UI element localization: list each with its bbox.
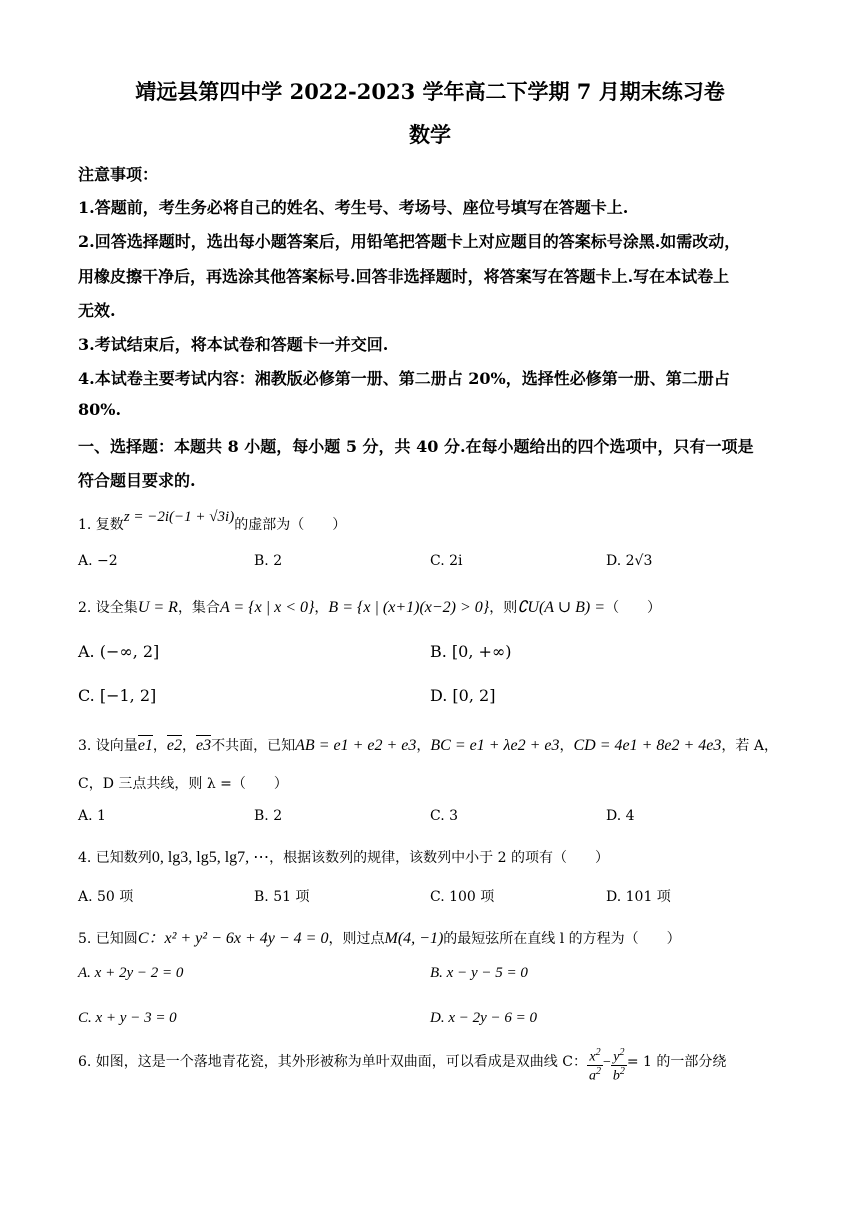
q2-set-b: B = {x | (x+1)(x−2) > 0} — [328, 599, 490, 616]
q5-option-c[interactable]: C. x + y − 3 = 0 — [78, 1010, 177, 1026]
q2-option-c[interactable]: C. [−1, 2] — [78, 686, 157, 705]
note-3: 3.考试结束后，将本试卷和答题卡一并交回. — [78, 335, 389, 354]
q3-prefix: 3. 设向量 — [78, 738, 138, 754]
note-2-line-2: 用橡皮擦干净后，再选涂其他答案标号.回答非选择题时，将答案写在答题卡上.写在本试卷上 — [78, 267, 730, 286]
q2-prefix: 2. 设全集 — [78, 600, 138, 616]
question-6: 6. 如图，这是一个落地青花瓷，其外形被称为单叶双曲面，可以看成是双曲线 C： $\frac{x^2}{a^2}$ − $\frac{y^2}{b^2}$ = 1 的一部分绕 — [78, 1047, 727, 1084]
q1-option-a[interactable]: A. −2 — [78, 553, 118, 569]
vector-e1: e1 — [137, 737, 153, 754]
q2-option-d[interactable]: D. [0, 2] — [430, 686, 496, 705]
question-1 — [78, 509, 347, 534]
q5-option-d[interactable]: D. x − 2y − 6 = 0 — [430, 1010, 538, 1026]
q2-mid-2: ， — [314, 600, 329, 616]
question-3-line-2: C，D 三点共线，则 λ =（ ） — [78, 776, 288, 792]
note-2-line-3: 无效. — [78, 301, 116, 320]
vector-e2: e2 — [166, 737, 183, 754]
q1-option-b[interactable]: B. 2 — [254, 553, 283, 569]
q6-fraction-y: $\frac{y^2}{b^2}$ — [612, 1047, 625, 1084]
q2-universal-set: U = R — [137, 599, 178, 616]
vector-bc-equation: BC = e1 + λe2 + e3 — [430, 737, 560, 754]
q5-suffix: 的最短弦所在直线 l 的方程为（ ） — [443, 931, 681, 947]
q4-option-a[interactable]: A. 50 项 — [78, 889, 134, 905]
q2-option-a[interactable]: A. (−∞, 2] — [78, 642, 160, 661]
q4-suffix: ，根据该数列的规律，该数列中小于 2 的项有（ ） — [269, 850, 609, 866]
q5-option-b[interactable]: B. x − y − 5 = 0 — [430, 965, 528, 981]
question-5 — [78, 925, 681, 948]
note-1: 1.答题前，考生务必将自己的姓名、考生号、考场号、座位号填写在答题卡上. — [78, 198, 629, 217]
q2-set-a: A = {x | x < 0} — [219, 599, 315, 616]
q1-suffix: 的虚部为（ ） — [234, 517, 347, 533]
q4-sequence: 0, lg3, lg5, lg7, ⋯ — [151, 849, 270, 866]
q2-option-b[interactable]: B. [0, +∞) — [430, 642, 512, 661]
q4-option-d[interactable]: D. 101 项 — [606, 889, 671, 905]
q3-mid: 不共面，已知 — [211, 738, 296, 754]
q3-option-b[interactable]: B. 2 — [254, 808, 283, 824]
note-4-line-1: 4.本试卷主要考试内容：湘教版必修第一册、第二册占 20%，选择性必修第一册、第二册占 — [78, 369, 730, 388]
q6-suffix: = 1 的一部分绕 — [626, 1053, 727, 1070]
vector-cd-equation: CD = 4e1 + 8e2 + 4e3 — [573, 737, 722, 754]
q1-option-c[interactable]: C. 2i — [430, 553, 463, 569]
q2-mid-3: ，则 — [489, 600, 518, 616]
question-3-line-1: 3. 设向量e1，e2，e3不共面，已知AB = e1 + e2 + e3，BC = e1 + λe2 + e3，CD = 4e1 + 8e2 + 4e3，若 A， — [78, 737, 778, 754]
q2-mid-1: ，集合 — [177, 600, 220, 616]
q4-option-b[interactable]: B. 51 项 — [254, 889, 310, 905]
q5-point-m: M(4, −1) — [384, 930, 444, 947]
q2-suffix: （ ） — [605, 600, 662, 616]
notes-heading: 注意事项： — [78, 165, 159, 184]
q5-option-a[interactable]: A. x + 2y − 2 = 0 — [78, 965, 184, 981]
q3-option-d[interactable]: D. 4 — [606, 808, 635, 824]
vector-ab-equation: AB = e1 + e2 + e3 — [295, 737, 417, 754]
q6-prefix: 6. 如图，这是一个落地青花瓷，其外形被称为单叶双曲面，可以看成是双曲线 C： — [78, 1053, 587, 1070]
q5-mid: ，则过点 — [328, 931, 385, 947]
question-2 — [78, 597, 661, 617]
note-2-line-1: 2.回答选择题时，选出每小题答案后，用铅笔把答题卡上对应题目的答案标号涂黑.如需改动， — [78, 232, 741, 251]
q5-prefix: 5. 已知圆 — [78, 931, 138, 947]
q3-condition: ，若 A， — [721, 738, 778, 754]
q2-complement: ∁U(A ∪ B) = — [517, 599, 606, 616]
q3-option-c[interactable]: C. 3 — [430, 808, 459, 824]
q1-option-d[interactable]: D. 2√3 — [606, 553, 653, 569]
q6-fraction-x: $\frac{x^2}{a^2}$ — [588, 1047, 601, 1084]
q1-prefix: 1. 复数 — [78, 517, 124, 533]
q3-option-a[interactable]: A. 1 — [78, 808, 106, 824]
section-heading-line-1: 一、选择题：本题共 8 小题，每小题 5 分，共 40 分.在每小题给出的四个选项中，只有一项是 — [78, 437, 754, 456]
q1-expression: z = −2i(−1 + √3i) — [123, 509, 235, 525]
vector-e3: e3 — [196, 737, 212, 754]
q4-option-c[interactable]: C. 100 项 — [430, 889, 495, 905]
question-4 — [78, 847, 609, 867]
exam-title: 靖远县第四中学 2022-2023 学年高二下学期 7 月期末练习卷 — [135, 79, 725, 104]
exam-subject: 数学 — [409, 122, 451, 147]
q4-prefix: 4. 已知数列 — [78, 850, 152, 866]
section-heading-line-2: 符合题目要求的. — [78, 471, 196, 490]
q5-circle-equation: C：x² + y² − 6x + 4y − 4 = 0 — [137, 930, 329, 947]
note-4-line-2: 80%. — [78, 400, 122, 419]
